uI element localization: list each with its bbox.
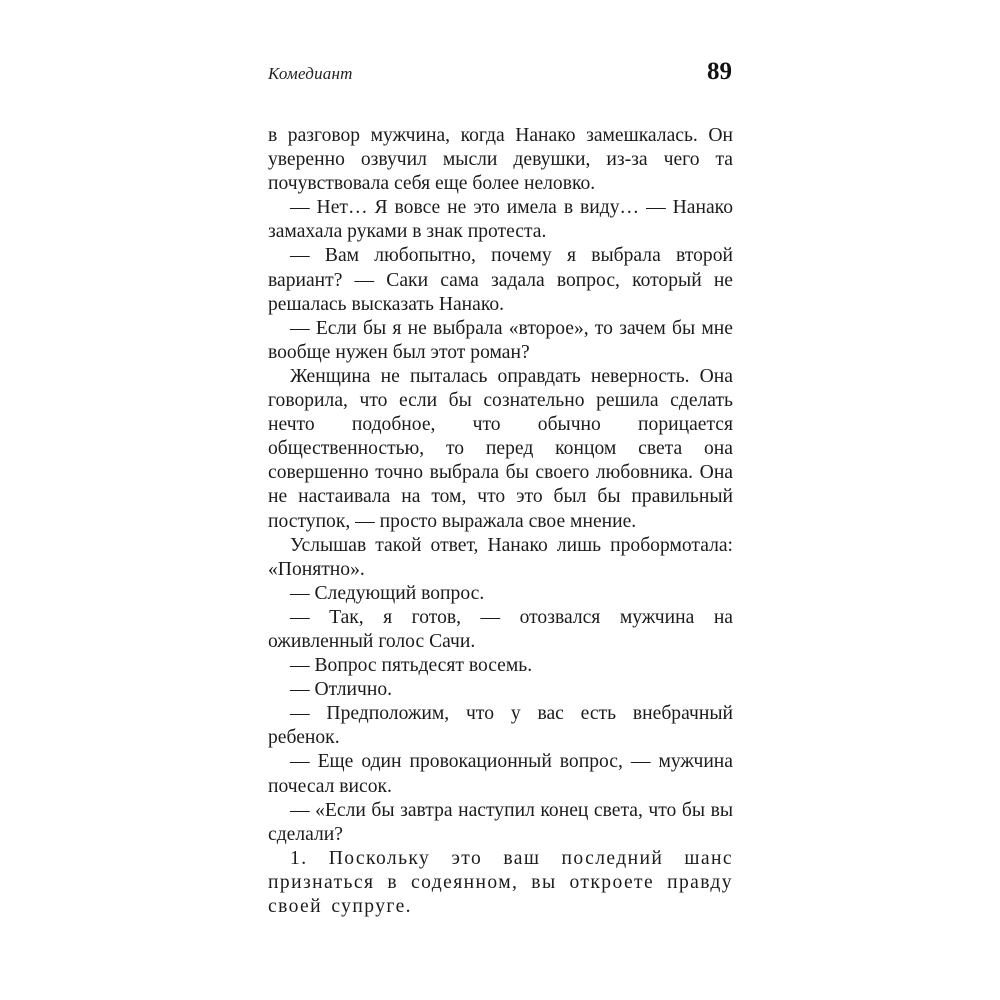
paragraph: — Следующий вопрос. [290, 582, 485, 604]
paragraph: — Так, я готов, — отозвался мужчина на оживленный голос Сачи. [268, 606, 733, 652]
paragraph: в разговор мужчина, когда Нанако замешкалась. Он уверенно озвучил мысли девушки, из-за чего та почувствовала себя еще более неловко. [268, 125, 733, 195]
paragraph: — Вам любопытно, почему я выбрала второй вариант? — Саки сама задала вопрос, который не решалась высказать Нанако. [268, 245, 733, 315]
page-number: 89 [707, 58, 732, 85]
body-text [268, 124, 733, 919]
paragraph: — Еще один провокационный вопрос, — мужчина почесал висок. [268, 751, 733, 797]
numbered-list-item: 1. Поскольку это ваш последний шанс признаться в содеянном, вы откроете правду своей супруге. [268, 847, 733, 917]
paragraph: — Предположим, что у вас есть внебрачный ребенок. [268, 703, 733, 749]
paragraph: — «Если бы завтра наступил конец света, что бы вы сделали? [268, 799, 733, 845]
paragraph: — Вопрос пятьдесят восемь. [290, 655, 533, 677]
paragraph: — Если бы я не выбрала «второе», то зачем бы мне вообще нужен был этот роман? [268, 317, 733, 363]
running-title: Комедиант [268, 64, 353, 83]
paragraph: — Нет… Я вовсе не это имела в виду… — Нанако замахала руками в знак протеста. [268, 197, 733, 243]
paragraph: Услышав такой ответ, Нанако лишь пробормотала: «Понятно». [268, 534, 733, 580]
paragraph: Женщина не пыталась оправдать неверность. Она говорила, что если бы сознательно решила сделать нечто подобное, что обычно порицается общественностью, то перед концом света она совершенно точно выбрала бы своего любовника. Она не настаивала на том, что это был бы правильный поступок, — просто выражала свое мнение. [268, 365, 733, 532]
paragraph: — Отлично. [290, 679, 393, 701]
